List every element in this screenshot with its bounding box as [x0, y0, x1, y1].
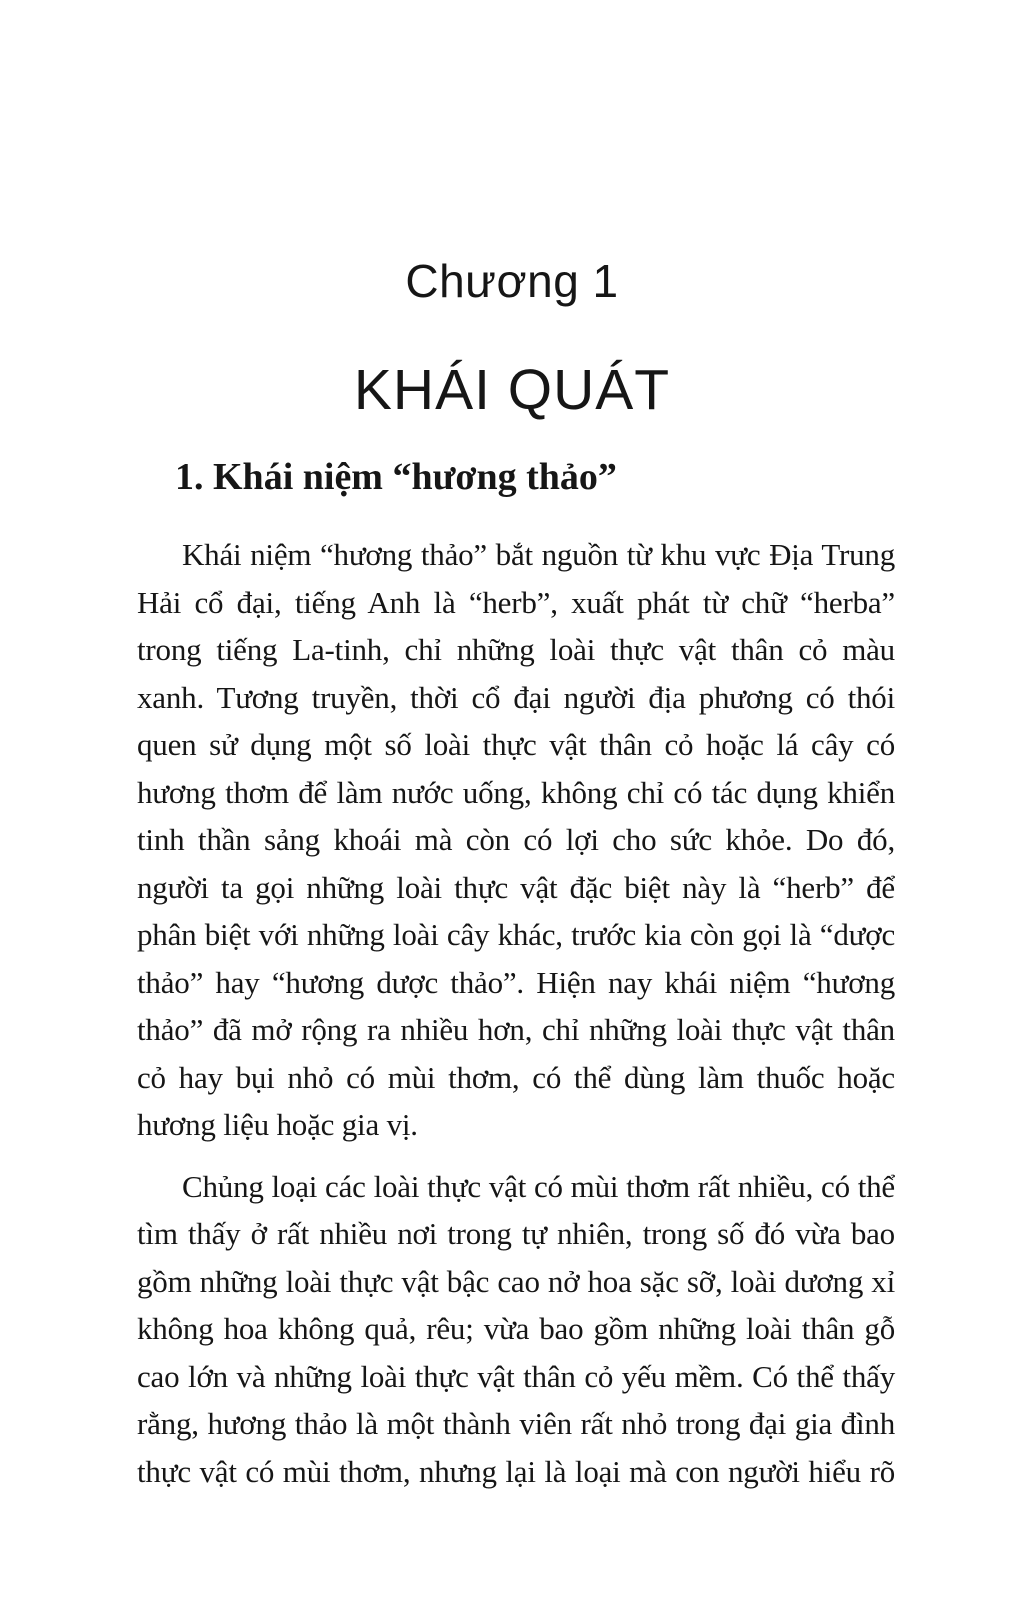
chapter-number: Chương 1 — [405, 255, 619, 307]
page-content — [0, 453, 1024, 1495]
chapter-title: KHÁI QUÁT — [353, 358, 671, 422]
section-heading: 1. Khái niệm “hương thảo” — [175, 456, 617, 498]
body-paragraph-2: Chủng loại các loài thực vật có mùi thơm rất nhiều, có thể tìm thấy ở rất nhiều nơi trong tự nhiên, trong số đó vừa bao gồm những loài thực vật bậc cao nở hoa sặc sỡ, loài dương xỉ không hoa không quả, rêu; vừa bao gồm những loài thân gỗ cao lớn và những loài thực vật thân cỏ yếu mềm. Có thể thấy rằng, hương thảo là một thành viên rất nhỏ trong đại gia đình thực vật có mùi thơm, nhưng lại là loại mà con người hiểu rõ — [137, 1168, 895, 1489]
body-paragraph-1: Khái niệm “hương thảo” bắt nguồn từ khu vực Địa Trung Hải cổ đại, tiếng Anh là “herb”, xuất phát từ chữ “herba” trong tiếng La-tinh, chỉ những loài thực vật thân cỏ màu xanh. Tương truyền, thời cổ đại người địa phương có thói quen sử dụng một số loài thực vật thân cỏ hoặc lá cây có hương thơm để làm nước uống, không chỉ có tác dụng khiển tinh thần sảng khoái mà còn có lợi cho sức khỏe. Do đó, người ta gọi những loài thực vật đặc biệt này là “herb” để phân biệt với những loài cây khác, trước kia còn gọi là “dược thảo” hay “hương dược thảo”. Hiện nay khái niệm “hương thảo” đã mở rộng ra nhiều hơn, chỉ những loài thực vật thân cỏ hay bụi nhỏ có mùi thơm, có thể dùng làm thuốc hoặc hương liệu hoặc gia vị. — [137, 537, 895, 1142]
chapter-header — [0, 0, 1024, 424]
